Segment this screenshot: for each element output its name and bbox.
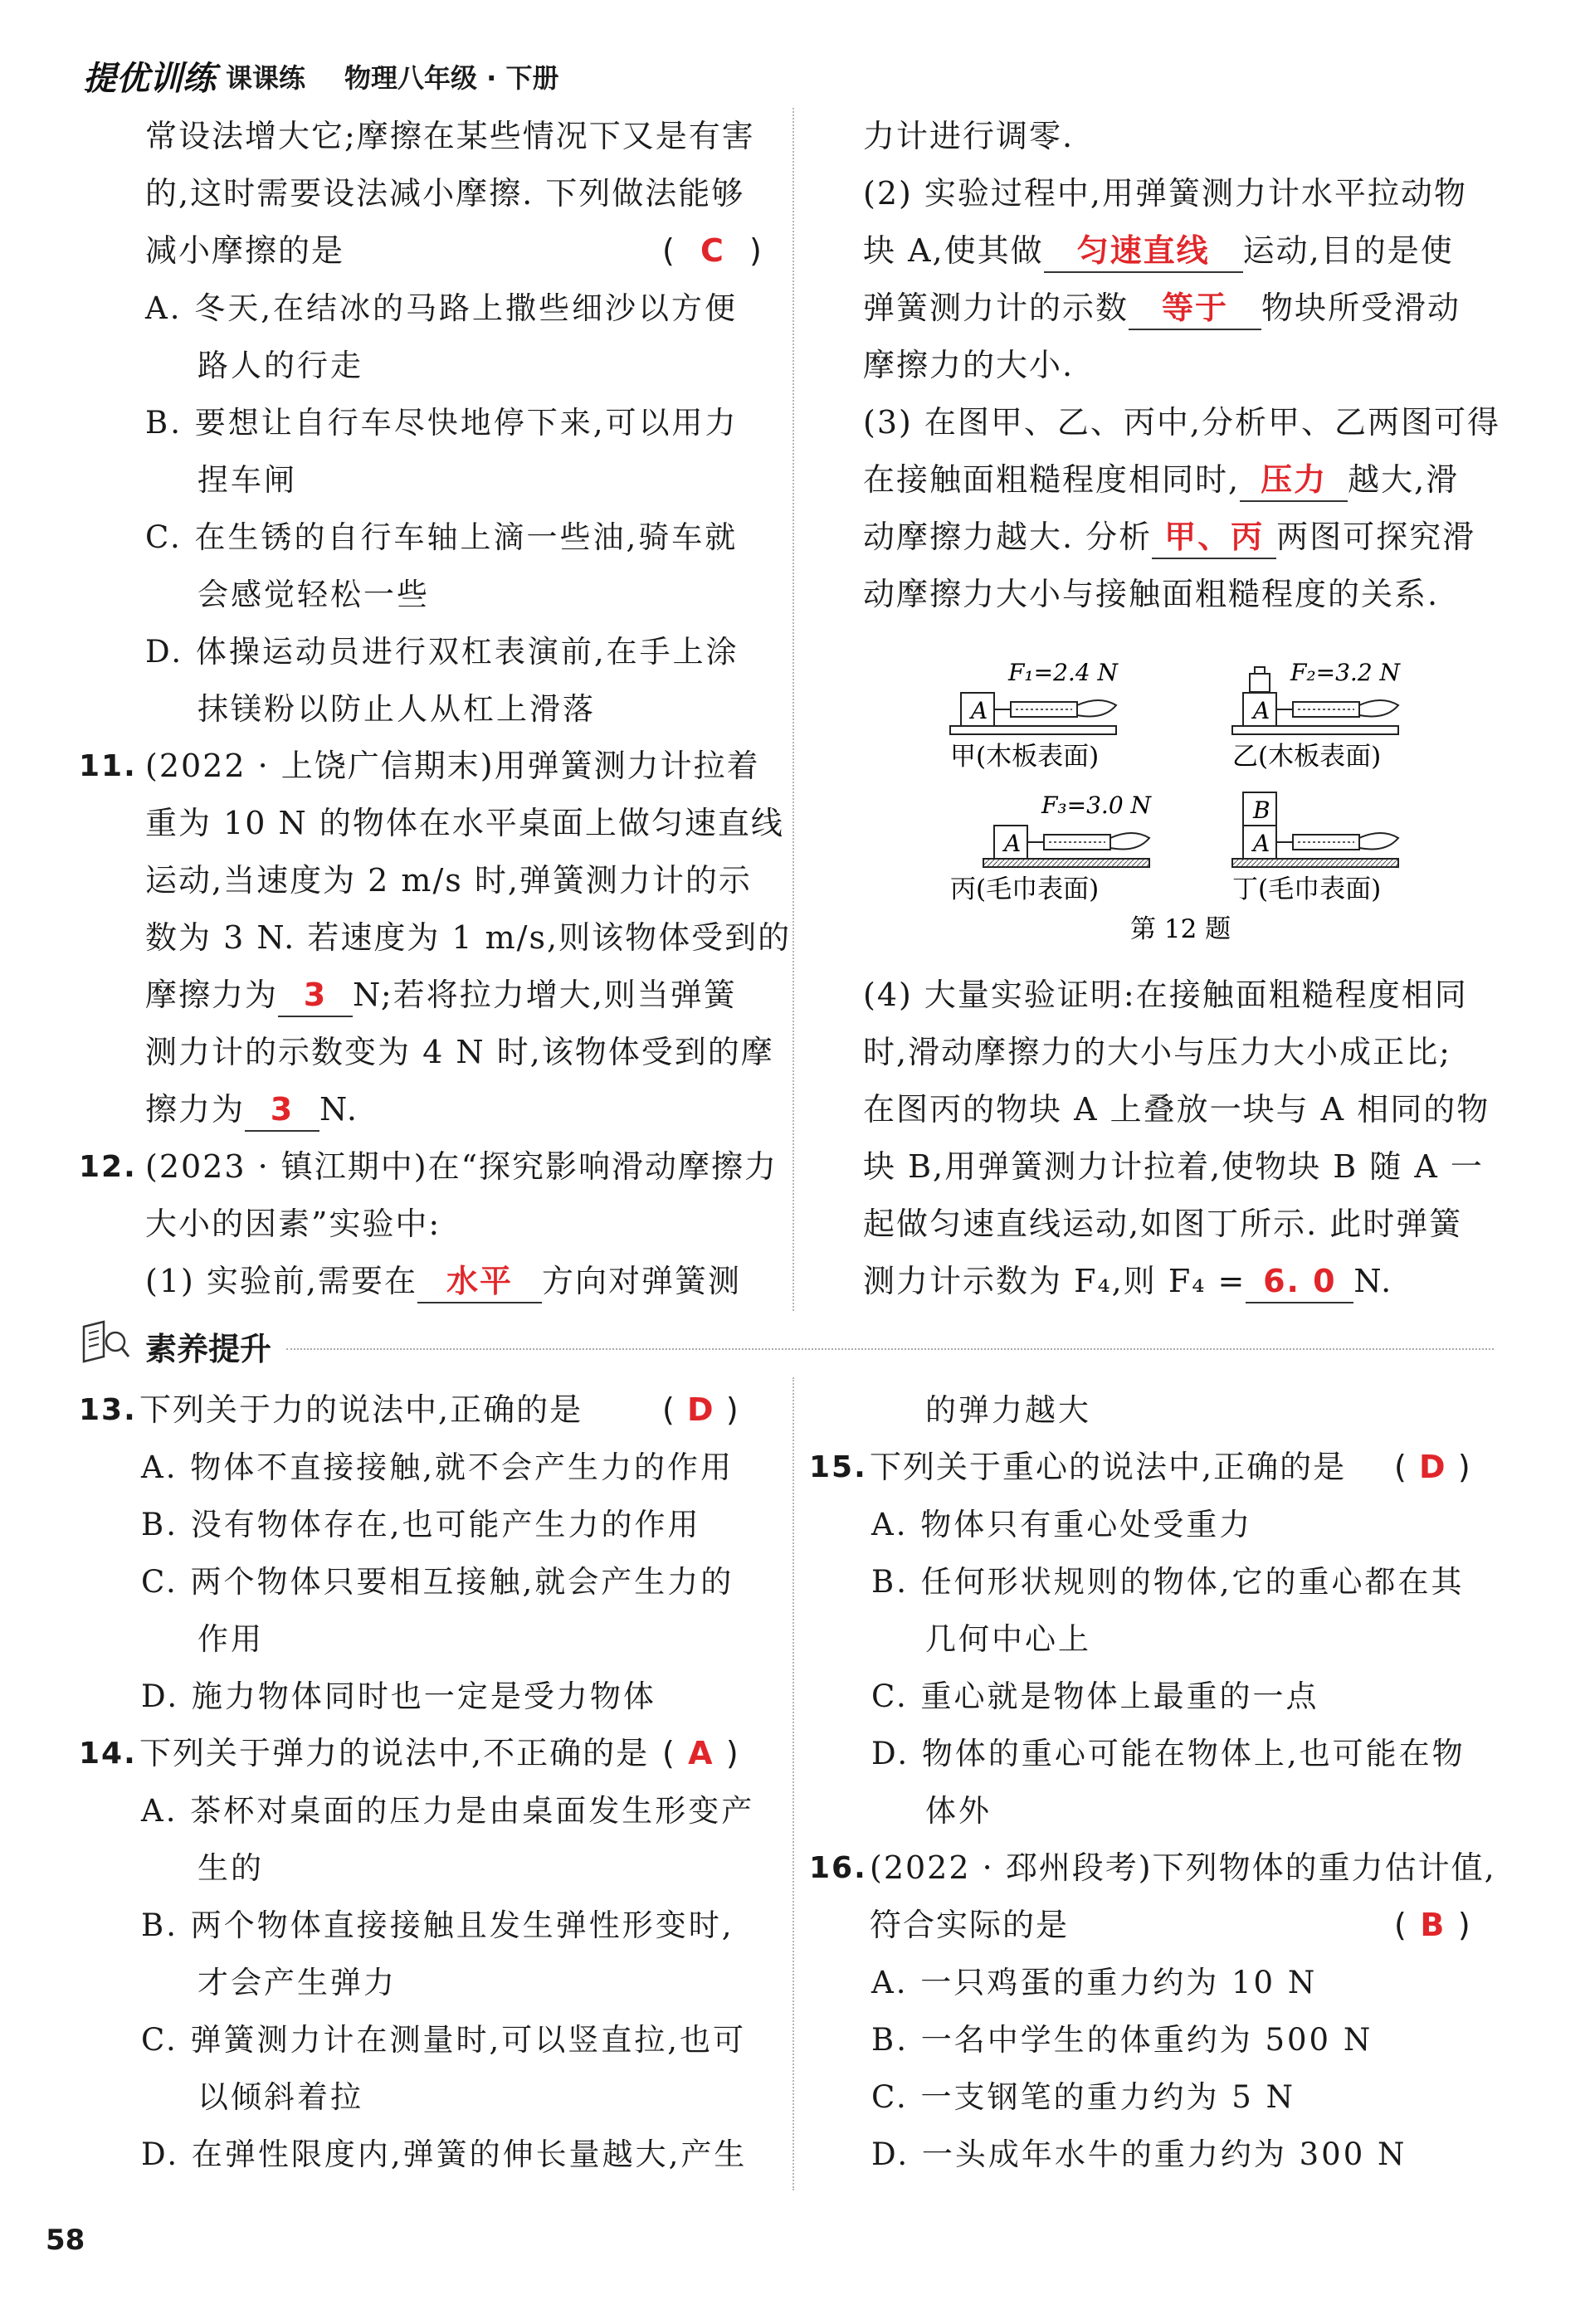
q12-answer-blank-6: 6. 0 xyxy=(1246,1260,1353,1303)
q14-answer: A xyxy=(688,1735,714,1771)
q16-option-b: B. 一名中学生的体重约为 500 N xyxy=(871,2022,1373,2058)
figure-yi xyxy=(1232,659,1402,772)
column-divider-bottom xyxy=(792,1377,794,2190)
hand-ding xyxy=(1359,833,1398,850)
q12-r-line1: 力计进行调零. xyxy=(863,118,1075,154)
caption-yi: 乙(木板表面) xyxy=(1232,742,1382,772)
q16-answer: B xyxy=(1420,1907,1446,1943)
block-a-yi-label: A xyxy=(1253,697,1270,724)
q11-line7-pre: 擦力为 xyxy=(145,1091,246,1128)
section-header xyxy=(79,1315,1498,1373)
q14-option-b-cont: 才会产生弹力 xyxy=(198,1965,397,2000)
q10-answer-parens: ( C ) xyxy=(662,222,766,280)
block-a-ding-label: A xyxy=(1253,830,1270,857)
caption-ding: 丁(毛巾表面) xyxy=(1232,875,1382,904)
q14-option-c-cont: 以倾斜着拉 xyxy=(198,2079,363,2115)
page-header xyxy=(83,46,1577,104)
q12-part4-line5: 起做匀速直线运动,如图丁所示. 此时弹簧 xyxy=(863,1206,1463,1242)
q12-part2c-post: 物块所受滑动 xyxy=(1261,290,1461,326)
q10-line2: 的,这时需要设法减小摩擦. 下列做法能够 xyxy=(145,175,745,212)
q13-stem: 下列关于力的说法中,正确的是 xyxy=(139,1391,583,1428)
block-b-ding-label: B xyxy=(1253,797,1270,824)
q16-line2: 符合实际的是 xyxy=(870,1907,1070,1943)
q12-part3b-pre: 在接触面粗糙程度相同时, xyxy=(863,461,1241,498)
figure-jia xyxy=(950,659,1119,772)
q11-line7 xyxy=(145,1081,358,1138)
q12-part2-line4: 摩擦力的大小. xyxy=(863,347,1075,383)
q12-answer-blank-4: 压力 xyxy=(1240,459,1348,502)
block-a-bing-label: A xyxy=(1004,830,1022,857)
q14-number: 14. xyxy=(79,1737,137,1771)
q13-option-c: C. 两个物体只要相互接触,就会产生力的 xyxy=(141,1564,734,1600)
force-label-f2: F₂=3.2 N xyxy=(1290,659,1401,686)
q12-part2-line2 xyxy=(863,222,1454,280)
q11-line7-post: N. xyxy=(319,1091,358,1128)
q13-option-d: D. 施力物体同时也一定是受力物体 xyxy=(141,1678,656,1714)
q15-number: 15. xyxy=(809,1450,867,1484)
hand-yi xyxy=(1359,700,1398,717)
q12-line3 xyxy=(145,1253,741,1310)
q11-line6: 测力计的示数变为 4 N 时,该物体受到的摩 xyxy=(145,1034,774,1070)
weight-yi xyxy=(1250,674,1270,692)
q11-answer-blank-1: 3 xyxy=(278,974,353,1017)
force-label-f1: F₁=2.4 N xyxy=(1008,659,1119,686)
q12-part1-post: 方向对弹簧测 xyxy=(542,1263,742,1299)
q14-option-a-cont: 生的 xyxy=(198,1850,264,1886)
board-jia xyxy=(950,726,1116,734)
q12-line1: (2023 · 镇江期中)在“探究影响滑动摩擦力 xyxy=(145,1148,778,1185)
brand-logo: 提优训练 xyxy=(83,60,216,98)
q14-option-b: B. 两个物体直接接触且发生弹性形变时, xyxy=(141,1907,734,1943)
q14-option-a: A. 茶杯对桌面的压力是由桌面发生形变产 xyxy=(141,1793,755,1829)
page-number: 58 xyxy=(46,2224,85,2257)
q12-answer-blank-3: 等于 xyxy=(1129,287,1261,330)
q15-answer: D xyxy=(1419,1449,1447,1485)
q12-part3-line1: (3) 在图甲、乙、丙中,分析甲、乙两图可得 xyxy=(863,404,1500,441)
q15-stem: 下列关于重心的说法中,正确的是 xyxy=(870,1449,1347,1485)
q10-answer: C xyxy=(700,232,725,269)
section-divider xyxy=(286,1348,1494,1350)
q16-option-c: C. 一支钢笔的重力约为 5 N xyxy=(871,2079,1295,2115)
q11-line5-post: N;若将拉力增大,则当弹簧 xyxy=(353,977,737,1013)
q12-part1-pre: (1) 实验前,需要在 xyxy=(145,1263,417,1299)
q12-part3-line3 xyxy=(863,509,1475,566)
q12-part3b-post: 越大,滑 xyxy=(1348,461,1460,498)
towel-bing xyxy=(983,859,1149,867)
q10-option-c-cont: 会感觉轻松一些 xyxy=(198,577,430,612)
q12-part2-line1: (2) 实验过程中,用弹簧测力计水平拉动物 xyxy=(863,175,1467,212)
board-yi xyxy=(1232,726,1398,734)
q14-option-d-cont: 的弹力越大 xyxy=(925,1392,1091,1428)
q11-line1: (2022 · 上饶广信期末)用弹簧测力计拉着 xyxy=(145,748,760,784)
force-label-f3: F₃=3.0 N xyxy=(1041,792,1152,819)
block-a-jia-label: A xyxy=(971,697,988,724)
q11-line4: 数为 3 N. 若速度为 1 m/s,则该物体受到的 xyxy=(145,919,792,956)
q12-answer-blank-2: 匀速直线 xyxy=(1044,230,1243,273)
q14-option-d: D. 在弹性限度内,弹簧的伸长量越大,产生 xyxy=(141,2136,748,2172)
q12-part3-line2 xyxy=(863,451,1459,509)
hand-bing xyxy=(1110,833,1149,850)
section-title: 素养提升 xyxy=(145,1331,272,1367)
q10-option-b-cont: 捏车闸 xyxy=(198,462,297,498)
q11-line2: 重为 10 N 的物体在水平桌面上做匀速直线 xyxy=(145,805,784,841)
column-divider-top xyxy=(792,108,794,1311)
q12-figure xyxy=(913,647,1427,971)
figure-ding xyxy=(1232,792,1398,904)
towel-ding xyxy=(1232,859,1398,867)
q15-option-a: A. 物体只有重心处受重力 xyxy=(871,1507,1253,1542)
q12-part2-pre: 块 A,使其做 xyxy=(863,232,1044,269)
q12-number: 12. xyxy=(79,1150,137,1184)
q12-part4f-post: N. xyxy=(1353,1263,1393,1299)
q12-part2c-pre: 弹簧测力计的示数 xyxy=(863,290,1129,326)
q13-answer: D xyxy=(687,1391,715,1428)
q10-line3: 减小摩擦的是 xyxy=(145,232,345,269)
q12-part4-line4: 块 B,用弹簧测力计拉着,使物块 B 随 A 一 xyxy=(863,1148,1484,1185)
q16-line1: (2022 · 邳州段考)下列物体的重力估计值, xyxy=(870,1849,1496,1886)
q13-answer-parens: ( D ) xyxy=(662,1381,766,1439)
q12-part3c-pre: 动摩擦力越大. 分析 xyxy=(863,519,1153,555)
q12-answer-blank-1: 水平 xyxy=(417,1260,542,1303)
q12-part2-line3 xyxy=(863,280,1461,337)
q11-line5-pre: 摩擦力为 xyxy=(145,977,279,1013)
q10-option-a: A. 冬天,在结冰的马路上撒些细沙以方便 xyxy=(145,290,739,326)
q14-answer-parens: ( A ) xyxy=(662,1725,766,1782)
q12-part2-post: 运动,目的是使 xyxy=(1242,232,1454,269)
q11-line5 xyxy=(145,967,737,1024)
q11-number: 11. xyxy=(79,749,137,783)
q12-part4-line1: (4) 大量实验证明:在接触面粗糙程度相同 xyxy=(863,977,1468,1013)
q12-part4-line2: 时,滑动摩擦力的大小与压力大小成正比; xyxy=(863,1034,1451,1070)
q15-option-c: C. 重心就是物体上最重的一点 xyxy=(871,1678,1319,1714)
q10-line1: 常设法增大它;摩擦在某些情况下又是有害 xyxy=(145,118,755,154)
q12-part3c-post: 两图可探究滑 xyxy=(1276,519,1476,555)
q13-option-c-cont: 作用 xyxy=(198,1621,264,1657)
q15-option-b-cont: 几何中心上 xyxy=(925,1621,1091,1657)
series-name: 课课练 xyxy=(226,62,306,94)
q10-option-a-cont: 路人的行走 xyxy=(198,348,363,383)
q12-line2: 大小的因素”实验中: xyxy=(145,1206,441,1242)
caption-bing: 丙(毛巾表面) xyxy=(950,875,1100,904)
q10-option-d-cont: 抹镁粉以防止人从杠上滑落 xyxy=(198,691,596,727)
q15-answer-parens: ( D ) xyxy=(1394,1439,1498,1496)
q16-option-d: D. 一头成年水牛的重力约为 300 N xyxy=(871,2136,1407,2172)
q10-option-c: C. 在生锈的自行车轴上滴一些油,骑车就 xyxy=(145,519,739,555)
q12-answer-blank-5: 甲、丙 xyxy=(1152,516,1276,559)
q15-option-d-cont: 体外 xyxy=(925,1793,992,1829)
q13-option-b: B. 没有物体存在,也可能产生力的作用 xyxy=(141,1507,701,1542)
hand-jia xyxy=(1077,700,1116,717)
q15-option-b: B. 任何形状规则的物体,它的重心都在其 xyxy=(871,1564,1465,1600)
q12-part4-line6 xyxy=(863,1253,1392,1310)
q15-option-d: D. 物体的重心可能在物体上,也可能在物 xyxy=(871,1736,1466,1771)
q11-answer-blank-2: 3 xyxy=(245,1089,319,1132)
q14-option-c: C. 弹簧测力计在测量时,可以竖直拉,也可 xyxy=(141,2022,747,2058)
q12-part4-line3: 在图丙的物块 A 上叠放一块与 A 相同的物 xyxy=(863,1091,1490,1128)
q16-option-a: A. 一只鸡蛋的重力约为 10 N xyxy=(871,1965,1318,2000)
q11-line3: 运动,当速度为 2 m/s 时,弹簧测力计的示 xyxy=(145,862,752,899)
q13-option-a: A. 物体不直接接触,就不会产生力的作用 xyxy=(141,1449,734,1485)
figure-bing xyxy=(950,792,1153,904)
q12-part3-line4: 动摩擦力大小与接触面粗糙程度的关系. xyxy=(863,576,1440,612)
book-title: 物理八年级 · 下册 xyxy=(344,62,559,94)
q14-stem: 下列关于弹力的说法中,不正确的是 xyxy=(139,1735,650,1771)
caption-jia: 甲(木板表面) xyxy=(950,742,1100,772)
q12-part4f-pre: 测力计示数为 F₄,则 F₄ = xyxy=(863,1263,1246,1299)
book-icon xyxy=(79,1318,132,1365)
q10-option-d: D. 体操运动员进行双杠表演前,在手上涂 xyxy=(145,634,739,670)
figure-caption: 第 12 题 xyxy=(1130,914,1231,944)
q16-answer-parens: ( B ) xyxy=(1394,1897,1498,1954)
q16-number: 16. xyxy=(809,1851,867,1885)
q13-number: 13. xyxy=(79,1393,137,1427)
q10-option-b: B. 要想让自行车尽快地停下来,可以用力 xyxy=(145,405,739,441)
